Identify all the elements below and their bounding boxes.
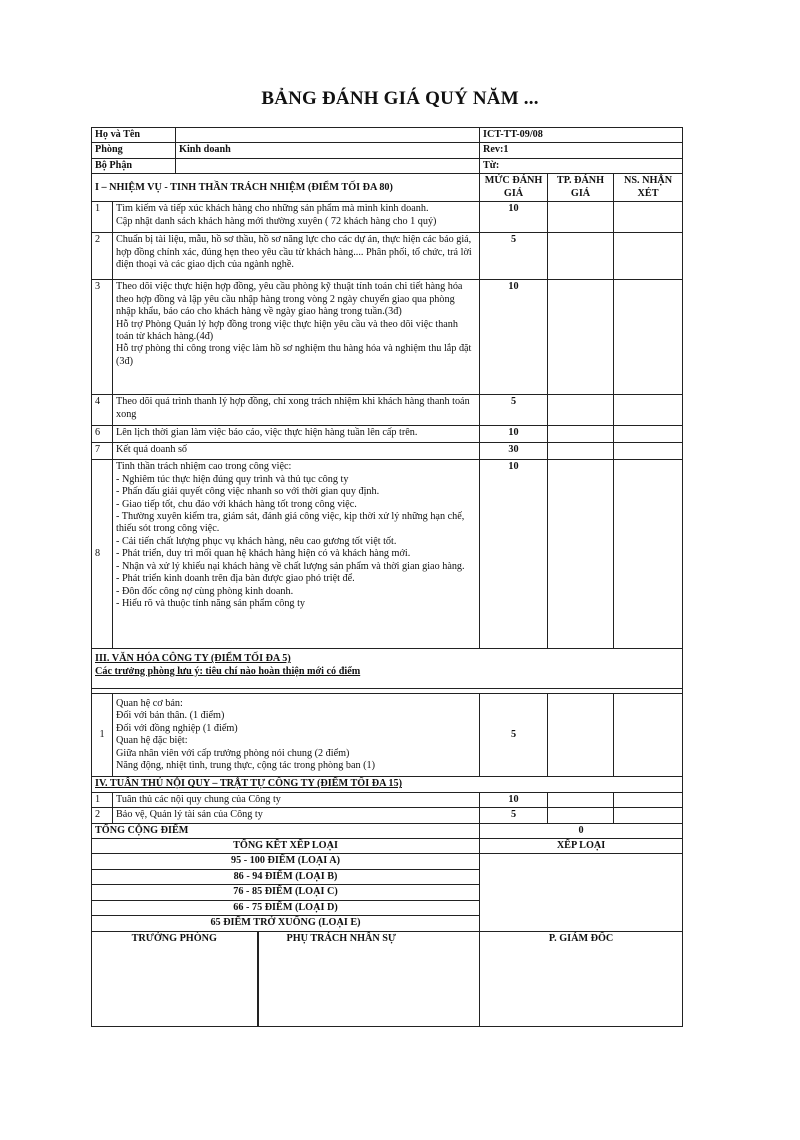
table-row: [92, 808, 683, 823]
item-text-line: Đối với bản thân. (1 điểm): [116, 710, 225, 722]
grade-b: 86 - 94 ĐIỂM (LOẠI B): [92, 869, 480, 884]
table-row: [92, 443, 683, 460]
item-text-line: - Phát triển, duy trì mối quan hệ khách hàng hiện có và khách hàng mới.: [116, 548, 411, 560]
ns-comment-cell[interactable]: [614, 443, 683, 460]
ns-comment-cell[interactable]: [614, 426, 683, 443]
item-score: 10: [480, 460, 548, 649]
table-row: [92, 426, 683, 443]
item-score: 5: [480, 233, 548, 280]
tp-score-cell[interactable]: [548, 460, 614, 649]
col-ns-header: NS. NHẬN XÉT: [614, 174, 683, 202]
total-row: [92, 823, 683, 838]
item-score: 10: [480, 202, 548, 233]
section4-header: [92, 777, 683, 792]
page-title: BẢNG ĐÁNH GIÁ QUÝ NĂM ...: [261, 88, 539, 109]
col-tp-header: TP. ĐÁNH GIÁ: [548, 174, 614, 202]
grade-e: 65 ĐIỂM TRỞ XUỐNG (LOẠI E): [92, 916, 480, 931]
evaluation-form: [91, 127, 683, 1027]
item-score: 5: [480, 808, 548, 823]
section4-items: [92, 792, 683, 823]
dept-field[interactable]: Kinh doanh: [176, 143, 480, 158]
section3-items: [92, 694, 683, 777]
item-score: 10: [480, 426, 548, 443]
signature-row: [92, 931, 683, 1026]
item-description: [113, 443, 480, 460]
item-number: 1: [92, 202, 113, 233]
ns-comment-cell[interactable]: [614, 460, 683, 649]
item-description: [113, 426, 480, 443]
name-label: Họ và Tên: [92, 128, 176, 143]
item-text-line: Giữa nhân viên với cấp trưởng phòng nói chung (2 điểm): [116, 747, 350, 759]
rank-header: XẾP LOẠI: [480, 838, 683, 853]
item-text-line: Quan hệ đặc biệt:: [116, 735, 188, 747]
ns-comment-cell[interactable]: [614, 694, 683, 777]
grade-c: 76 - 85 ĐIỂM (LOẠI C): [92, 885, 480, 900]
table-row: [92, 280, 683, 395]
item-text-line: - Cải tiến chất lượng phục vụ khách hàng, nêu cao gương tốt việt tốt.: [116, 535, 397, 547]
section3-title: III. VĂN HÓA CÔNG TY (ĐIỂM TỐI ĐA 5): [95, 653, 291, 665]
table-row: [92, 792, 683, 807]
ns-comment-cell[interactable]: [614, 395, 683, 426]
item-description: [113, 694, 480, 777]
item-text-line: Theo dõi quá trình thanh lý hợp đồng, chỉ xong trách nhiệm khi khách hàng thanh toán xong: [116, 396, 470, 420]
item-number: 1: [92, 792, 113, 807]
item-text-line: - Phấn đấu giải quyết công việc nhanh so với thời gian quy định.: [116, 486, 380, 498]
item-text-line: - Thường xuyên kiểm tra, giám sát, đánh giá công việc, kịp thời xử lý những hạn chế, thiếu sót trong công việc.: [116, 510, 465, 535]
table-row: [92, 202, 683, 233]
form-code: ICT-TT-09/08: [480, 128, 683, 143]
item-number: 6: [92, 426, 113, 443]
item-score: 5: [480, 395, 548, 426]
ns-comment-cell[interactable]: [614, 202, 683, 233]
total-value: 0: [480, 823, 683, 838]
table-row: [92, 233, 683, 280]
form-rev: Rev:1: [480, 143, 683, 158]
section1-header: [92, 174, 683, 202]
ns-comment-cell[interactable]: [614, 792, 683, 807]
item-description: [113, 460, 480, 649]
item-description: [113, 280, 480, 395]
item-description: [113, 233, 480, 280]
table-row: [92, 395, 683, 426]
tp-score-cell[interactable]: [548, 233, 614, 280]
item-text-line: Chuẩn bị tài liệu, mẫu, hồ sơ thầu, hồ sơ năng lực cho các dự án, thực hiện các báo giá, hợp đồng chính xác, đúng hẹn theo yêu cầu từ khách hàng.... Phân phối, tổ chức, trả lời điện thoại và các giao dịch của ngành nghề.: [116, 234, 472, 271]
item-text-line: Lên lịch thời gian làm việc báo cáo, việc thực hiện hàng tuần lên cấp trên.: [116, 427, 418, 439]
item-score: 30: [480, 443, 548, 460]
item-score: 10: [480, 280, 548, 395]
grade-d: 66 - 75 ĐIỂM (LOẠI D): [92, 900, 480, 915]
tp-score-cell[interactable]: [548, 792, 614, 807]
summary-header: [92, 838, 683, 853]
item-description: Tuân thủ các nội quy chung của Công ty: [113, 792, 480, 807]
tp-score-cell[interactable]: [548, 202, 614, 233]
item-score: 10: [480, 792, 548, 807]
summary-title: TỔNG KẾT XẾP LOẠI: [92, 838, 480, 853]
section3-note: Các trưởng phòng lưu ý: tiêu chí nào hoàn thiện mới có điểm: [95, 665, 361, 677]
item-number: 4: [92, 395, 113, 426]
item-text-line: Hỗ trợ phòng thi công trong việc làm hồ sơ nghiệm thu hàng hóa và nghiệm thu lắp đặt (3đ): [116, 343, 472, 367]
grade-row: [92, 854, 683, 869]
item-number: 1: [92, 694, 113, 777]
tp-score-cell[interactable]: [548, 443, 614, 460]
item-text-line: Tìm kiếm và tiếp xúc khách hàng cho những sản phẩm mà mình kinh doanh.: [116, 203, 429, 215]
item-description: [113, 202, 480, 233]
item-number: 2: [92, 233, 113, 280]
section1-items: [92, 202, 683, 649]
item-number: 2: [92, 808, 113, 823]
signature-director[interactable]: P. GIÁM ĐỐC: [480, 931, 683, 1026]
section3-header: [92, 649, 683, 689]
signature-head[interactable]: TRƯỞNG PHÒNG: [92, 931, 258, 1026]
ns-comment-cell[interactable]: [614, 233, 683, 280]
tp-score-cell[interactable]: [548, 395, 614, 426]
item-description: [113, 395, 480, 426]
item-text-line: - Nhận và xử lý khiếu nại khách hàng về chất lượng sản phẩm và thời gian giao hàng.: [116, 560, 465, 572]
section1-title: I – NHIỆM VỤ - TINH THẦN TRÁCH NHIỆM (ĐIỂM TỐI ĐA 80): [92, 174, 480, 202]
item-text-line: Đối với đồng nghiệp (1 điểm): [116, 722, 238, 734]
info-row-name: [92, 128, 683, 143]
item-text-line: Tinh thần trách nhiệm cao trong công việc:: [116, 461, 292, 473]
item-text-line: - Hiểu rõ và thuộc tính năng sản phẩm công ty: [116, 598, 305, 609]
grade-a: 95 - 100 ĐIỂM (LOẠI A): [92, 854, 480, 869]
item-number: 7: [92, 443, 113, 460]
rank-field[interactable]: [480, 854, 683, 931]
name-field[interactable]: [176, 128, 480, 143]
info-row-part: [92, 158, 683, 173]
table-row: [92, 460, 683, 649]
item-text-line: Theo dõi việc thực hiện hợp đồng, yêu cầu phòng kỹ thuật tính toán chi tiết hàng hóa theo hợp đồng và lập yêu cầu nhập hàng trong vòng 2 ngày chuyển giao qua phòng nhập khẩu, báo cáo cho khách hàng về ngày giao hàng trong tuần.(3đ): [116, 281, 463, 318]
item-number: 3: [92, 280, 113, 395]
info-row-dept: [92, 143, 683, 158]
tp-score-cell[interactable]: [548, 694, 614, 777]
item-number: 8: [92, 460, 113, 649]
item-description: Bảo vệ, Quản lý tài sản của Công ty: [113, 808, 480, 823]
tp-score-cell[interactable]: [548, 280, 614, 395]
ns-comment-cell[interactable]: [614, 808, 683, 823]
part-field[interactable]: [176, 158, 480, 173]
item-text-line: Kết quả doanh số: [116, 444, 188, 456]
from-field[interactable]: Từ:: [480, 158, 683, 173]
total-label: TỔNG CỘNG ĐIỂM: [92, 823, 480, 838]
item-text-line: Quan hệ cơ bản:: [116, 697, 183, 709]
col-level-header: MỨC ĐÁNH GIÁ: [480, 174, 548, 202]
ns-comment-cell[interactable]: [614, 280, 683, 395]
item-text-line: Hỗ trợ Phòng Quản lý hợp đồng trong việc thực hiện yêu cầu và theo dõi việc thanh toán từ khách hàng.(4đ): [116, 318, 458, 342]
table-row: [92, 694, 683, 777]
section4-title: IV. TUÂN THỦ NỘI QUY – TRẬT TỰ CÔNG TY (ĐIỂM TỐI ĐA 15): [92, 777, 683, 792]
item-score: 5: [480, 694, 548, 777]
signature-hr[interactable]: PHỤ TRÁCH NHÂN SỰ: [258, 931, 480, 1026]
dept-label: Phòng: [92, 143, 176, 158]
item-text-line: - Giao tiếp tốt, chu đáo với khách hàng tốt trong công việc.: [116, 498, 357, 510]
tp-score-cell[interactable]: [548, 426, 614, 443]
item-text-line: - Nghiêm túc thực hiện đúng quy trình và thủ tục công ty: [116, 473, 349, 485]
item-text-line: - Đôn đốc công nợ cùng phòng kinh doanh.: [116, 585, 294, 597]
part-label: Bộ Phận: [92, 158, 176, 173]
item-text-line: Năng động, nhiệt tình, trung thực, cộng tác trong phòng ban (1): [116, 760, 376, 772]
tp-score-cell[interactable]: [548, 808, 614, 823]
item-text-line: - Phát triển kinh doanh trên địa bàn được giao phó triệt để.: [116, 573, 355, 585]
item-text-line: Cập nhật danh sách khách hàng mới thường xuyên ( 72 khách hàng cho 1 quý): [116, 215, 437, 227]
